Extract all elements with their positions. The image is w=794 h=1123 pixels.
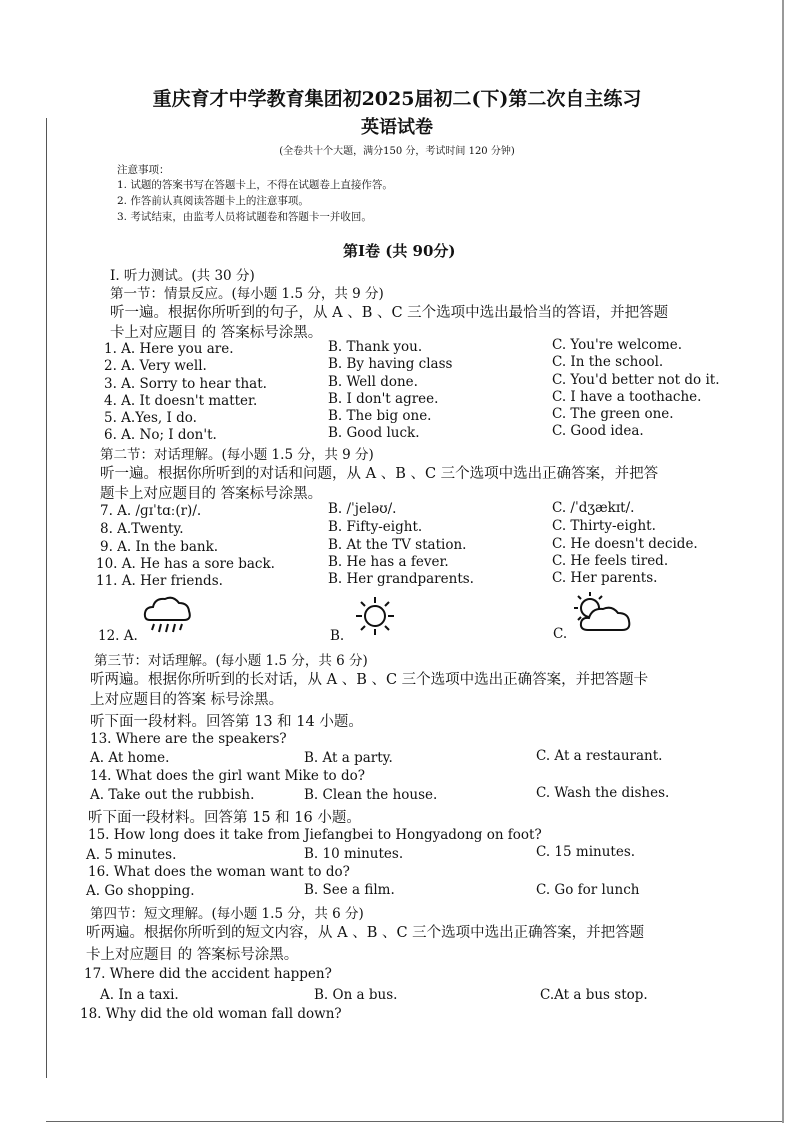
- option-c: C. You're welcome.: [552, 337, 683, 353]
- passage-intro: 听下面一段材料。回答第 13 和 14 小题。: [90, 714, 363, 730]
- option-c: C. 15 minutes.: [536, 844, 636, 860]
- option-b: B. He has a fever.: [328, 554, 449, 570]
- option-b: B. Good luck.: [328, 425, 420, 441]
- option-c: C. Wash the dishes.: [536, 785, 670, 801]
- option-a: 7. A. /ɡɪˈtɑː(r)/.: [100, 503, 202, 519]
- option-b: B. On a bus.: [314, 987, 398, 1003]
- option-a: 8. A.Twenty.: [100, 521, 184, 537]
- option-b: B. The big one.: [328, 408, 432, 424]
- option-c: C. Go for lunch: [536, 882, 640, 898]
- sun-icon: [354, 595, 396, 637]
- question-stem: 14. What does the girl want Mike to do?: [90, 768, 365, 784]
- instructions: 上对应题目的答案 标号涂黑。: [90, 692, 284, 708]
- question-stem: 18. Why did the old woman fall down?: [80, 1006, 342, 1022]
- option-c: C. In the school.: [552, 354, 664, 370]
- instructions: 听两遍。根据你所听到的长对话，从 A 、B 、C 三个选项中选出正确答案，并把答题卡: [90, 672, 649, 688]
- option-c: C.: [553, 626, 568, 642]
- exam-subtitle: 英语试卷: [361, 117, 433, 138]
- option-a: A. Go shopping.: [86, 883, 195, 899]
- passage-intro: 听下面一段材料。回答第 15 和 16 小题。: [88, 810, 361, 826]
- option-a: 9. A. In the bank.: [100, 539, 219, 555]
- option-a: 2. A. Very well.: [104, 358, 207, 374]
- option-b: B. 10 minutes.: [304, 846, 404, 862]
- subsection-title: 第一节：情景反应。(每小题 1.5 分，共 9 分): [110, 286, 384, 302]
- question-stem: 13. Where are the speakers?: [90, 731, 287, 747]
- option-b: B. /ˈjeləʊ/.: [328, 501, 397, 517]
- option-c: C. He doesn't decide.: [552, 536, 698, 552]
- page-right-border: [782, 0, 784, 1123]
- option-a: A. 5 minutes.: [86, 847, 177, 863]
- instructions: 卡上对应题目 的 答案标号涂黑。: [86, 947, 299, 963]
- page-bottom-border: [46, 1121, 782, 1122]
- part-title: 第Ⅰ卷 (共 90分): [343, 242, 456, 260]
- instructions: 题卡上对应题目的 答案标号涂黑。: [100, 486, 323, 502]
- subsection-title: 第二节：对话理解。(每小题 1.5 分，共 9 分): [100, 447, 374, 463]
- question-stem: 16. What does the woman want to do?: [88, 864, 350, 880]
- option-c: C. You'd better not do it.: [552, 372, 720, 388]
- option-a: A. At home.: [90, 750, 170, 766]
- exam-title: 重庆育才中学教育集团初2025届初二(下)第二次自主练习: [152, 88, 642, 110]
- option-a: 4. A. It doesn't matter.: [104, 393, 258, 409]
- option-a: 10. A. He has a sore back.: [96, 556, 275, 572]
- option-c: C. /ˈdʒækɪt/.: [552, 500, 635, 516]
- option-c: C. Her parents.: [552, 570, 658, 586]
- option-a: 6. A. No; I don't.: [104, 427, 217, 443]
- notes-heading: 注意事项：: [117, 164, 170, 176]
- option-c: C. The green one.: [552, 406, 674, 422]
- instructions: 听两遍。根据你所听到的短文内容，从 A 、B 、C 三个选项中选出正确答案，并把答题: [86, 925, 645, 941]
- option-a: A. Take out the rubbish.: [90, 787, 255, 803]
- instructions: 听一遍。根据你所听到的对话和问题，从 A 、B 、C 三个选项中选出正确答案，并把答: [100, 466, 659, 482]
- page-left-border: [46, 118, 47, 1078]
- instructions: 卡上对应题目 的 答案标号涂黑。: [110, 325, 323, 341]
- option-c: C. Good idea.: [552, 423, 644, 439]
- option-b: B. At the TV station.: [328, 537, 467, 553]
- option-a: 11. A. Her friends.: [96, 573, 223, 589]
- note-item: 2. 作答前认真阅读答题卡上的注意事项。: [117, 195, 309, 207]
- option-b: B. See a film.: [304, 882, 395, 898]
- instructions: 听一遍。根据你所听到的句子，从 A 、B 、C 三个选项中选出最恰当的答语，并把答题: [110, 305, 669, 321]
- question-stem: 15. How long does it take from Jiefangbei to Hongyadong on foot?: [88, 827, 542, 843]
- option-b: B.: [330, 628, 345, 644]
- option-b: B. At a party.: [304, 750, 393, 766]
- option-b: B. Thank you.: [328, 339, 423, 355]
- option-b: B. By having class: [328, 356, 453, 372]
- option-a: 1. A. Here you are.: [104, 341, 234, 357]
- option-c: C. At a restaurant.: [536, 748, 663, 764]
- option-c: C. Thirty-eight.: [552, 518, 656, 534]
- option-c: C. He feels tired.: [552, 553, 669, 569]
- section-title: Ⅰ. 听力测试。(共 30 分): [110, 268, 255, 284]
- option-a: 3. A. Sorry to hear that.: [104, 376, 267, 392]
- exam-info: (全卷共十个大题，满分150 分，考试时间 120 分钟): [279, 146, 515, 157]
- option-a: 12. A.: [98, 628, 138, 644]
- option-a: 5. A.Yes, I do.: [104, 410, 197, 426]
- subsection-title: 第三节：对话理解。(每小题 1.5 分，共 6 分): [94, 653, 368, 669]
- option-b: B. Clean the house.: [304, 787, 438, 803]
- option-b: B. Fifty-eight.: [328, 519, 423, 535]
- question-stem: 17. Where did the accident happen?: [84, 966, 332, 982]
- option-b: B. Her grandparents.: [328, 571, 474, 587]
- option-b: B. Well done.: [328, 374, 418, 390]
- rain-cloud-icon: [142, 594, 194, 638]
- note-item: 1. 试题的答案书写在答题卡上，不得在试题卷上直接作答。: [117, 179, 393, 191]
- option-c: C.At a bus stop.: [540, 987, 648, 1003]
- note-item: 3. 考试结束，由监考人员将试题卷和答题卡一并收回。: [117, 211, 372, 223]
- option-c: C. I have a toothache.: [552, 389, 702, 405]
- partly-cloudy-icon: [570, 590, 636, 636]
- subsection-title: 第四节：短文理解。(每小题 1.5 分，共 6 分): [90, 906, 364, 922]
- option-a: A. In a taxi.: [100, 987, 179, 1003]
- option-b: B. I don't agree.: [328, 391, 439, 407]
